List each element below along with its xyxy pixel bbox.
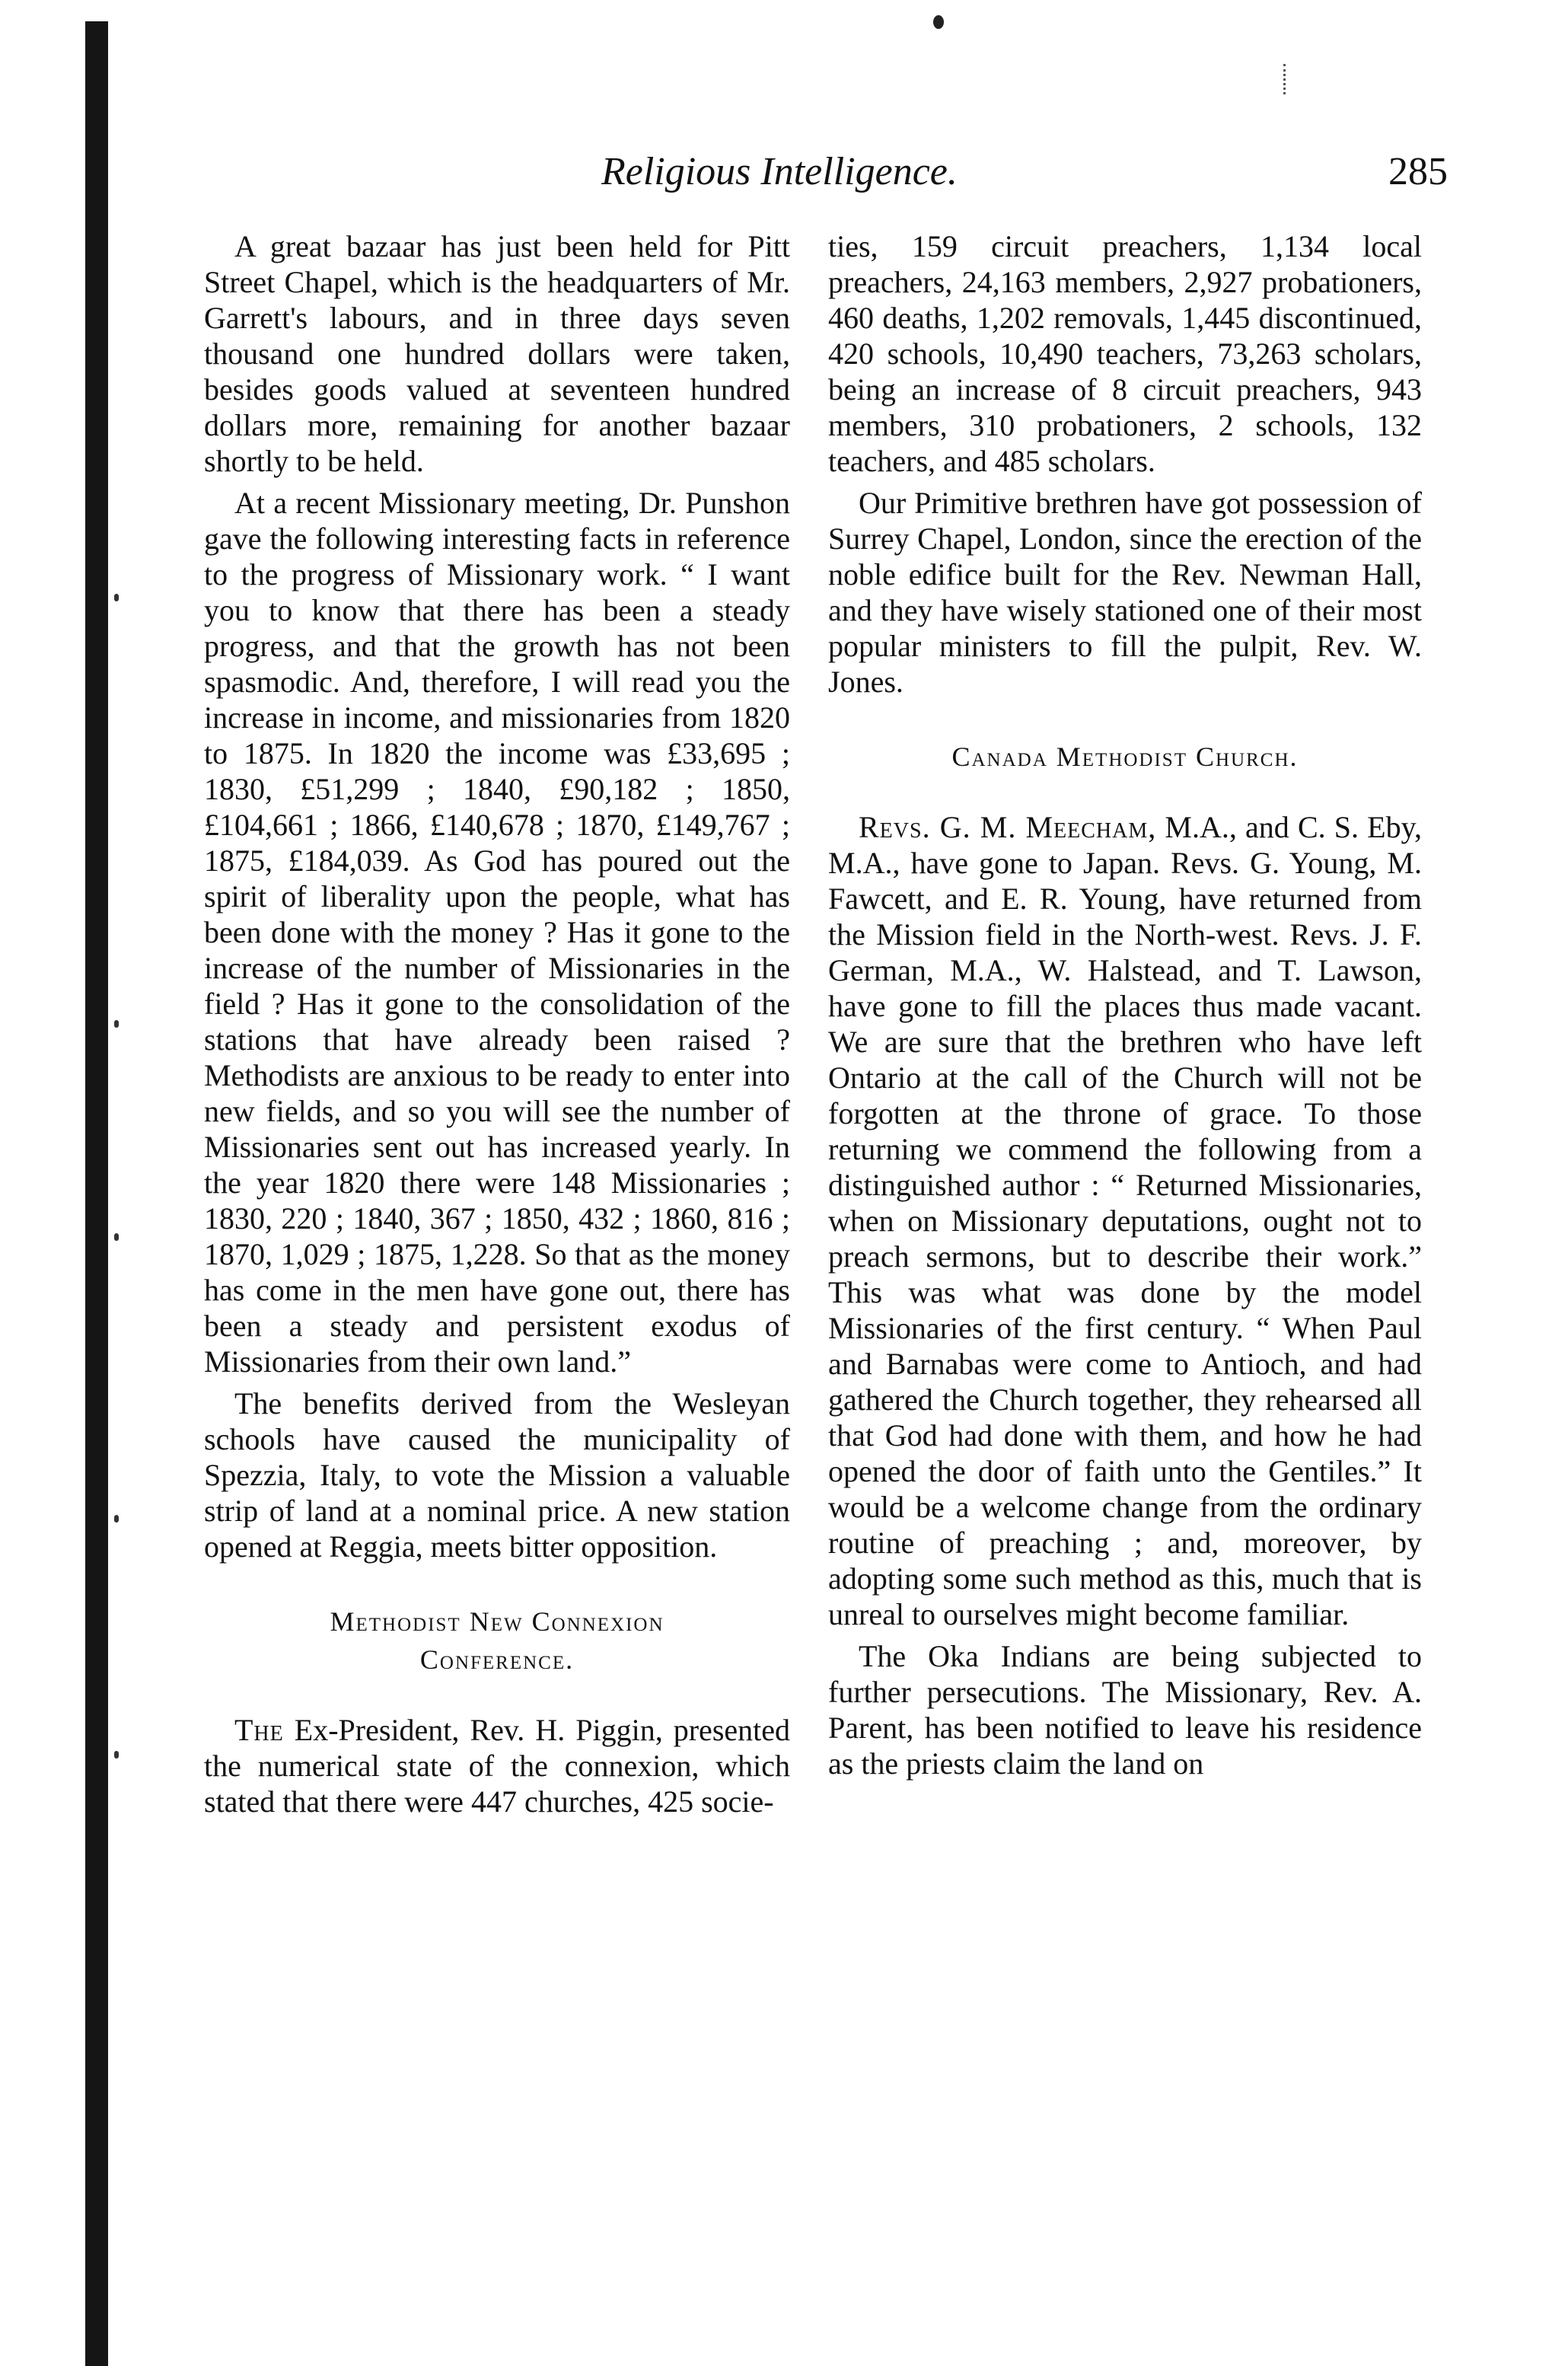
paragraph-text: Ex-President, Rev. H. Piggin, presented the numerical state of the connexion, which stated that there were 447 churches, 425 socie- [204,1713,790,1819]
page-number: 285 [1388,150,1448,193]
scan-mark [1283,64,1288,94]
paragraph-missionary-meeting: At a recent Missionary meeting, Dr. Punshon gave the following interesting facts in reference to the progress of Missionary work. “ I want you to know that there has been a steady progress, and that the growth has not been spasmodic. And, therefore, I will read you the increase in income, and missionaries from 1820 to 1875. In 1820 the income was £33,695 ; 1830, £51,299 ; 1840, £90,182 ; 1850, £104,661 ; 1866, £140,678 ; 1870, £149,767 ; 1875, £184,039. As God has poured out the spirit of liberality upon the people, what has been done with the money ? Has it gone to the increase of the number of Missionaries in the field ? Has it gone to the consolidation of the stations that have already been raised ? Methodists are anxious to be ready to enter into new fields, and so you will see the number of Missionaries sent out has increased yearly. In the year 1820 there were 148 Missionaries ; 1830, 220 ; 1840, 367 ; 1850, 432 ; 1860, 816 ; 1870, 1,029 ; 1875, 1,228. So that as the money has come in the men have gone out, there has been a steady and persistent exodus of Missionaries from their own land.” [204,486,790,1379]
paragraph-spezzia: The benefits derived from the Wesleyan schools have caused the municipality of Spezzia, Italy, to vote the Mission a valuable strip of land at a nominal price. A new station opened at Reggia, meets bitter opposition. [204,1386,790,1564]
running-title: Religious Intelligence. [601,150,958,193]
section-heading-canada: Canada Methodist Church. [951,741,1299,772]
left-column [204,228,790,1826]
right-column [828,228,1422,1787]
paragraph-text: M.A., and C. S. Eby, M.A., have gone to Japan. Revs. G. Young, M. Fawcett, and E. R. Young, have returned from the Mission field in the North-west. Revs. J. F. German, M.A., W. Halstead, and T. Lawson, have gone to fill the places thus made vacant. We are sure that the brethren who have left Ontario at the call of the Church will not be forgotten at the throne of grace. To those returning we commend the following from a distinguished author : “ Returned Missionaries, when on Missionary deputations, ought not to preach sermons, but to describe their work.” This was what was done by the model Missionaries of the first century. “ When Paul and Barnabas were come to Antioch, and had gathered the Church together, they rehearsed all that God had done with them, and how he had opened the door of faith unto the Gentiles.” It would be a welcome change from the ordinary routine of preaching ; and, moreover, by adopting some such method as this, much that is unreal to ourselves might become familiar. [828,810,1423,1631]
binding-marks [114,0,126,2366]
book-spine-shadow [85,21,108,2366]
heading-line: Methodist New Connexion [330,1606,664,1637]
paragraph-oka-indians: The Oka Indians are being subjected to further persecutions. The Missionary, Rev. A. Parent, has been notified to leave his residence as the priests claim the land on [828,1639,1422,1781]
lead-word: The [234,1713,284,1747]
paragraph-japan [828,809,1422,1632]
section-heading-new-connexion [204,1602,790,1679]
paragraph-bazaar: A great bazaar has just been held for Pitt Street Chapel, which is the headquarters of Mr. Garrett's labours, and in three days seven thousand one hundred dollars were taken, besides goods valued at seventeen hundred dollars more, remaining for another bazaar shortly to be held. [204,229,790,478]
paragraph-ex-president [204,1712,790,1819]
heading-line: Conference. [419,1644,575,1675]
paragraph-surrey-chapel: Our Primitive brethren have got possession of Surrey Chapel, London, since the erection of the noble edifice built for the Rev. Newman Hall, and they have wisely stationed one of their most popular ministers to fill the pulpit, Rev. W. Jones. [828,486,1422,699]
paragraph-statistics: ties, 159 circuit preachers, 1,134 local preachers, 24,163 members, 2,927 probationers, 460 deaths, 1,202 removals, 1,445 discontinued, 420 schools, 10,490 teachers, 73,263 scholars, being an increase of 8 circuit preachers, 943 members, 310 probationers, 2 schools, 132 teachers, and 485 scholars. [828,229,1422,478]
running-head [213,149,1454,202]
scan-dot [933,15,944,29]
lead-names: Revs. G. M. Meecham, [859,810,1157,844]
